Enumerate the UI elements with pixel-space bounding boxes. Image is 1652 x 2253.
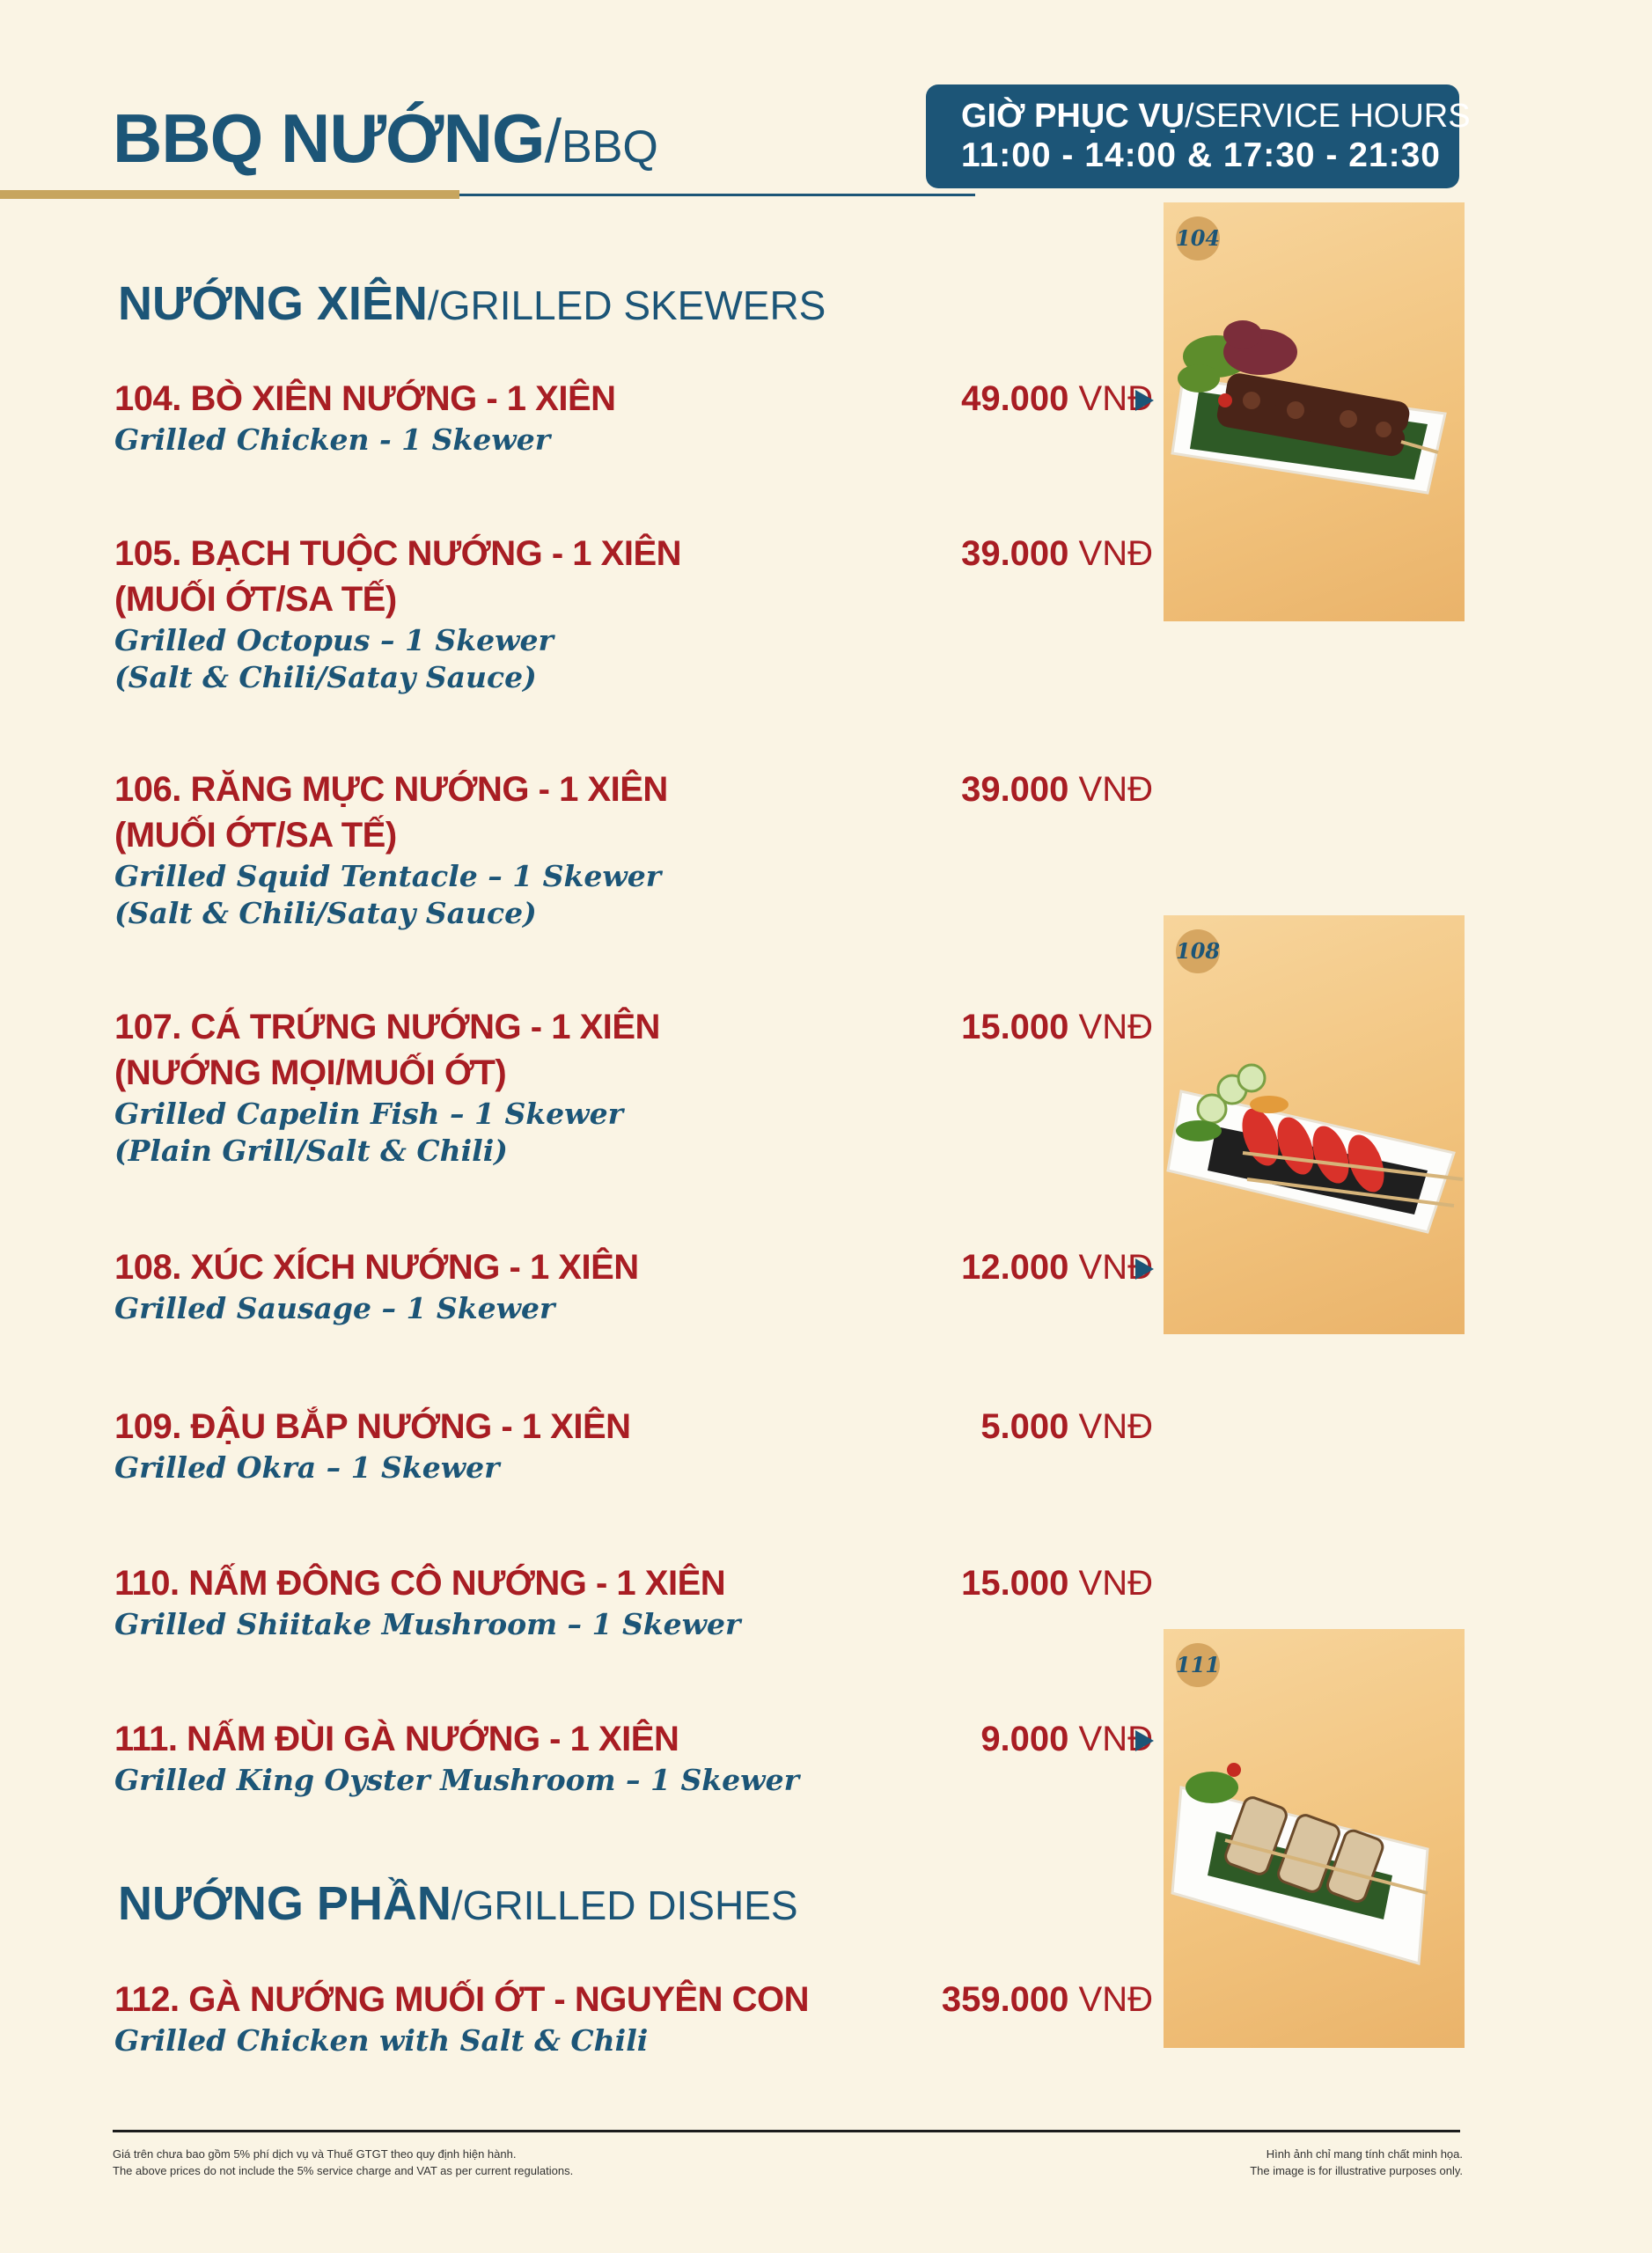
section-title-en: GRILLED SKEWERS <box>438 283 826 328</box>
section-title-en: GRILLED DISHES <box>462 1882 798 1928</box>
page-title-vi: BBQ NƯỚNG <box>113 99 545 177</box>
item-price-value: 12.000 <box>961 1248 1069 1287</box>
dish-photo-111[interactable] <box>1164 1629 1465 2048</box>
footer-price-note <box>113 2146 573 2179</box>
item-name: 107. CÁ TRỨNG NƯỚNG - 1 XIÊN <box>114 1008 660 1046</box>
item-name: 106. RĂNG MỰC NƯỚNG - 1 XIÊN <box>114 770 668 809</box>
item-name: 108. XÚC XÍCH NƯỚNG - 1 XIÊN <box>114 1248 639 1287</box>
page-title-separator: / <box>544 106 562 175</box>
item-price <box>801 1977 1153 2022</box>
menu-item-104[interactable] <box>114 376 1153 459</box>
footer-price-note-en: The above prices do not include the 5% service charge and VAT as per current regulations. <box>113 2164 574 2177</box>
item-price-currency: VNĐ <box>1078 1720 1153 1758</box>
footer-image-note <box>1250 2146 1463 2179</box>
menu-item-105[interactable] <box>114 531 1153 696</box>
play-arrow-icon[interactable] <box>1135 1259 1154 1280</box>
footer-image-note-vi: Hình ảnh chỉ mang tính chất minh họa. <box>1266 2147 1463 2161</box>
item-price-currency: VNĐ <box>1078 1564 1153 1603</box>
service-hours-separator: / <box>1185 98 1194 135</box>
item-price-value: 39.000 <box>961 770 1069 809</box>
menu-item-106[interactable] <box>114 767 1153 932</box>
menu-item-108[interactable] <box>114 1244 1153 1327</box>
service-hours-label <box>961 97 1471 136</box>
section-title-grilled-dishes <box>118 1877 798 1930</box>
item-price-currency: VNĐ <box>1078 534 1153 573</box>
item-price-currency: VNĐ <box>1078 1008 1153 1046</box>
item-description: Grilled Capelin Fish – 1 Skewer <box>114 1097 623 1131</box>
page-title-en: BBQ <box>562 121 658 172</box>
footer-price-note-vi: Giá trên chưa bao gồm 5% phí dịch vụ và Thuế GTGT theo quy định hiện hành. <box>113 2147 517 2161</box>
item-name: 111. NẤM ĐÙI GÀ NƯỚNG - 1 XIÊN <box>114 1720 679 1758</box>
item-price-currency: VNĐ <box>1078 1407 1153 1446</box>
item-name-line2: (MUỐI ỚT/SA TẾ) <box>114 816 397 855</box>
play-arrow-icon[interactable] <box>1135 1730 1154 1751</box>
item-description: Grilled Octopus – 1 Skewer <box>114 623 554 657</box>
item-description: Grilled Okra – 1 Skewer <box>114 1450 500 1485</box>
sausage-skewer-illustration <box>1164 915 1465 1334</box>
item-description: Grilled Squid Tentacle – 1 Skewer <box>114 859 662 893</box>
item-name-line2: (NƯỚNG MỌI/MUỐI ỚT) <box>114 1053 507 1092</box>
item-price-currency: VNĐ <box>1078 1248 1153 1287</box>
section-title-separator: / <box>427 283 439 328</box>
item-description: Grilled Chicken with Salt & Chili <box>114 2023 649 2058</box>
item-description-line2: (Plain Grill/Salt & Chili) <box>114 1134 508 1168</box>
menu-item-110[interactable] <box>114 1560 1153 1643</box>
footer-divider <box>113 2130 1460 2132</box>
service-hours-label-vi: GIỜ PHỤC VỤ <box>961 98 1186 135</box>
menu-item-111[interactable] <box>114 1716 1153 1799</box>
item-name: 110. NẤM ĐÔNG CÔ NƯỚNG - 1 XIÊN <box>114 1564 726 1603</box>
header-blue-divider <box>459 194 975 196</box>
item-price-currency: VNĐ <box>1078 1980 1153 2019</box>
item-price-value: 15.000 <box>961 1564 1069 1603</box>
item-description: Grilled Shiitake Mushroom – 1 Skewer <box>114 1607 741 1641</box>
item-name: 104. BÒ XIÊN NƯỚNG - 1 XIÊN <box>114 379 616 418</box>
mushroom-skewer-illustration <box>1164 1629 1465 2048</box>
menu-item-107[interactable] <box>114 1004 1153 1170</box>
item-price-currency: VNĐ <box>1078 379 1153 418</box>
header-gold-divider <box>0 190 459 199</box>
item-price <box>801 531 1153 576</box>
beef-skewer-illustration <box>1164 202 1465 621</box>
service-hours-box <box>926 84 1471 188</box>
item-description: Grilled Chicken - 1 Skewer <box>114 422 551 457</box>
item-name: 109. ĐẬU BẮP NƯỚNG - 1 XIÊN <box>114 1407 631 1446</box>
item-name-line2: (MUỐI ỚT/SA TẾ) <box>114 580 397 619</box>
item-price <box>801 1404 1153 1449</box>
menu-item-112[interactable] <box>114 1977 1153 2059</box>
section-title-grilled-skewers <box>118 277 826 330</box>
service-hours-value: 11:00 - 14:00 & 17:30 - 21:30 <box>961 136 1441 174</box>
section-title-vi: NƯỚNG PHẦN <box>118 1877 452 1930</box>
section-title-vi: NƯỚNG XIÊN <box>118 277 428 330</box>
item-price <box>801 376 1153 422</box>
item-description-line2: (Salt & Chili/Satay Sauce) <box>114 896 537 930</box>
item-price <box>801 1004 1153 1050</box>
play-arrow-icon[interactable] <box>1135 390 1154 411</box>
item-price-value: 49.000 <box>961 379 1069 418</box>
item-price-value: 5.000 <box>980 1407 1069 1446</box>
dish-number-badge: 111 <box>1176 1643 1220 1687</box>
service-hours-label-en: SERVICE HOURS <box>1193 98 1471 135</box>
dish-number-badge: 104 <box>1176 216 1220 261</box>
dish-photo-108[interactable] <box>1164 915 1465 1334</box>
item-price-currency: VNĐ <box>1078 770 1153 809</box>
item-price <box>801 767 1153 812</box>
item-price-value: 9.000 <box>980 1720 1069 1758</box>
item-price <box>801 1244 1153 1290</box>
section-title-separator: / <box>451 1882 463 1928</box>
item-price-value: 39.000 <box>961 534 1069 573</box>
item-name: 112. GÀ NƯỚNG MUỐI ỚT - NGUYÊN CON <box>114 1980 809 2019</box>
item-description-line2: (Salt & Chili/Satay Sauce) <box>114 660 537 694</box>
dish-photo-104[interactable] <box>1164 202 1465 621</box>
item-price <box>801 1716 1153 1762</box>
item-description: Grilled Sausage – 1 Skewer <box>114 1291 555 1325</box>
footer-image-note-en: The image is for illustrative purposes only. <box>1250 2164 1463 2177</box>
item-description: Grilled King Oyster Mushroom – 1 Skewer <box>114 1763 799 1797</box>
menu-item-109[interactable] <box>114 1404 1153 1486</box>
item-price-value: 359.000 <box>941 1980 1069 2019</box>
item-price-value: 15.000 <box>961 1008 1069 1046</box>
item-price <box>801 1560 1153 1606</box>
page-title <box>113 99 658 177</box>
item-name: 105. BẠCH TUỘC NƯỚNG - 1 XIÊN <box>114 534 682 573</box>
dish-number-badge: 108 <box>1176 929 1220 973</box>
